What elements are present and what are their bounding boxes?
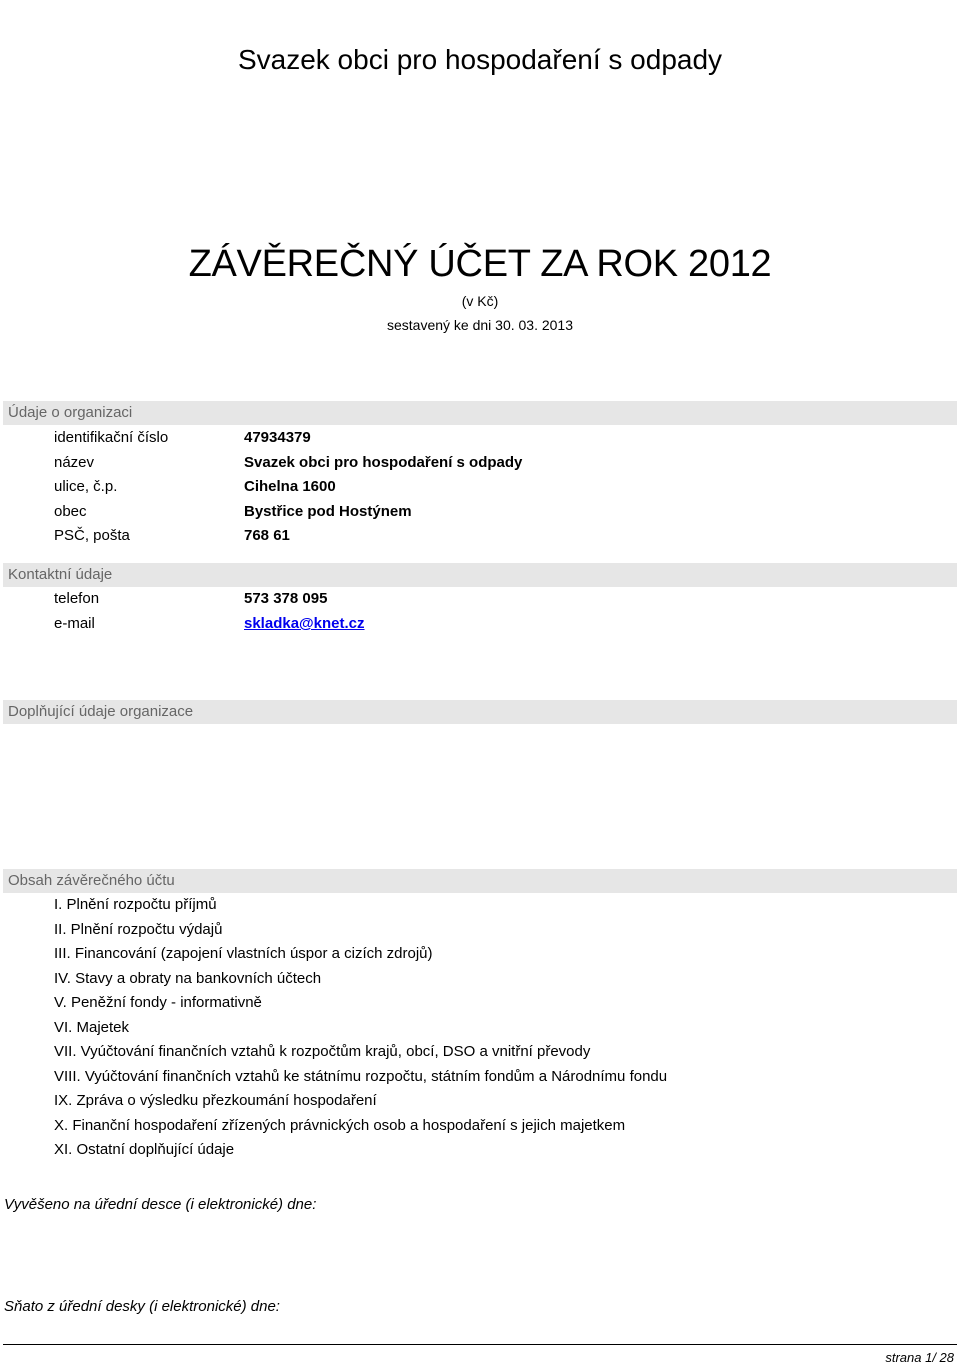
contents-item: IX. Zpráva o výsledku přezkoumání hospodaření: [54, 1092, 377, 1109]
org-street-label: ulice, č.p.: [54, 478, 118, 495]
contents-item: X. Finanční hospodaření zřízených právnických osob a hospodaření s jejich majetkem: [54, 1116, 626, 1134]
org-postcode-value: 768 61: [244, 527, 290, 544]
page-number: strana 1/ 28: [885, 1350, 954, 1365]
org-name-value: Svazek obci pro hospodaření s odpady: [244, 454, 523, 471]
contents-item: III. Financování (zapojení vlastních úspor a cizích zdrojů): [54, 945, 433, 962]
contents-list: [54, 893, 667, 1163]
contents-item: IV. Stavy a obraty na bankovních účtech: [54, 969, 322, 987]
section-additional-heading: Doplňující údaje organizace: [3, 700, 957, 724]
contents-item: I. Plnění rozpočtu příjmů: [54, 896, 217, 913]
contents-item: VI. Majetek: [54, 1018, 130, 1036]
posted-note: Vyvěšeno na úřední desce (i elektronické) dne:: [4, 1196, 317, 1213]
org-street-value: Cihelna 1600: [244, 478, 336, 495]
contents-item: V. Peněžní fondy - informativně: [54, 994, 262, 1011]
org-city-label: obec: [54, 503, 87, 520]
phone-value: 573 378 095: [244, 590, 328, 607]
org-name-label: název: [54, 454, 95, 471]
contents-item: XI. Ostatní doplňující údaje: [54, 1141, 235, 1158]
section-organization-heading: Údaje o organizaci: [3, 401, 957, 425]
org-id-label: identifikační číslo: [54, 429, 169, 446]
document-main-title: ZÁVĚREČNÝ ÚČET ZA ROK 2012: [188, 243, 772, 285]
removed-note: Sňato z úřední desky (i elektronické) dne:: [4, 1298, 280, 1315]
org-postcode-label: PSČ, pošta: [54, 527, 130, 544]
footer-divider: [3, 1344, 957, 1345]
contents-item: VIII. Vyúčtování finančních vztahů ke státnímu rozpočtu, státním fondům a Národnímu fondu: [54, 1067, 668, 1085]
org-city-value: Bystřice pod Hostýnem: [244, 503, 412, 520]
section-contacts-heading: Kontaktní údaje: [3, 563, 957, 587]
org-id-value: 47934379: [244, 429, 311, 446]
email-label: e-mail: [54, 615, 95, 632]
contents-item: II. Plnění rozpočtu výdajů: [54, 920, 223, 938]
organization-title: Svazek obci pro hospodaření s odpady: [237, 44, 723, 75]
email-link[interactable]: skladka@knet.cz: [244, 615, 365, 632]
section-contents-heading: Obsah závěrečného účtu: [3, 869, 957, 893]
phone-label: telefon: [54, 590, 100, 607]
contents-item: VII. Vyúčtování finančních vztahů k rozpočtům krajů, obcí, DSO a vnitřní převody: [54, 1043, 591, 1060]
compiled-date: sestavený ke dni 30. 03. 2013: [386, 317, 574, 333]
currency-unit: (v Kč): [461, 293, 499, 309]
